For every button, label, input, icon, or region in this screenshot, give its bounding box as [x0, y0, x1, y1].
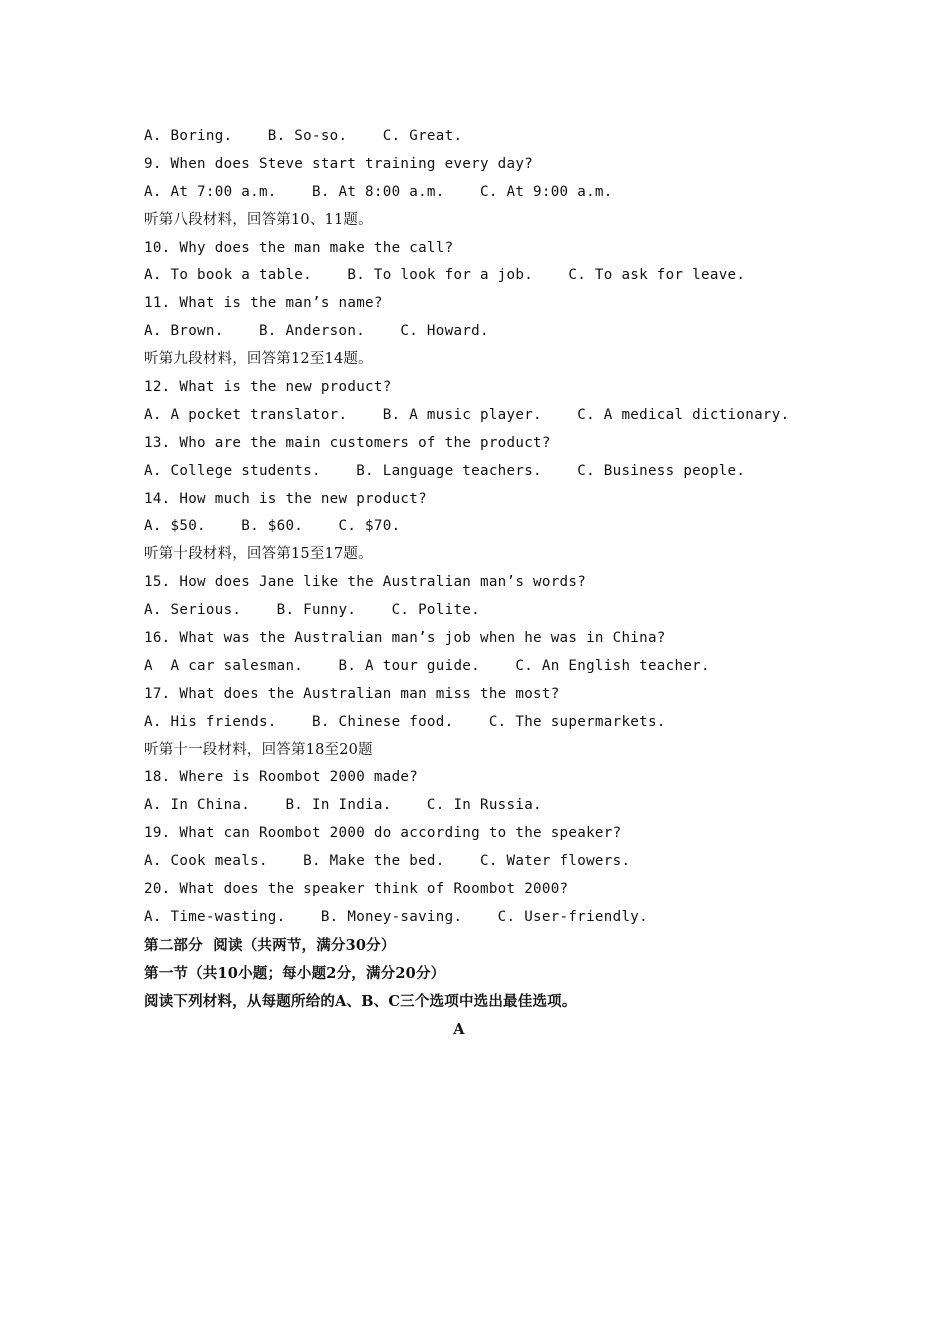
passage-a-label: A	[453, 1020, 465, 1038]
q12-question: 12. What is the new product?	[144, 379, 392, 396]
q9-question: 9. When does Steve start training every day?	[144, 155, 534, 172]
q15-question: 15. How does Jane like the Australian man’s words?	[144, 574, 587, 591]
q10-options: A. To book a table. B. To look for a job. C. To ask for leave.	[144, 267, 746, 284]
q17-question: 17. What does the Australian man miss the most?	[144, 685, 560, 702]
q18-options: A. In China. B. In India. C. In Russia.	[144, 797, 542, 814]
q14-question: 14. How much is the new product?	[144, 490, 427, 507]
q20-options: A. Time-wasting. B. Money-saving. C. User-friendly.	[144, 908, 648, 925]
q16-options: A A car salesman. B. A tour guide. C. An English teacher.	[144, 657, 710, 674]
section-8-instruction: 听第八段材料，回答第10、11题。	[144, 211, 373, 228]
q18-question: 18. Where is Roombot 2000 made?	[144, 769, 419, 786]
q12-options: A. A pocket translator. B. A music player. C. A medical dictionary.	[144, 406, 790, 423]
q13-question: 13. Who are the main customers of the product?	[144, 434, 551, 451]
q11-question: 11. What is the man’s name?	[144, 295, 383, 312]
part-two-heading: 第二部分 阅读（共两节，满分30分）	[144, 936, 396, 954]
q19-options: A. Cook meals. B. Make the bed. C. Water flowers.	[144, 853, 631, 870]
section-one-heading: 第一节（共10小题；每小题2分，满分20分）	[144, 964, 446, 982]
q17-options: A. His friends. B. Chinese food. C. The supermarkets.	[144, 713, 666, 730]
q20-question: 20. What does the speaker think of Roombot 2000?	[144, 881, 569, 898]
q14-options: A. $50. B. $60. C. $70.	[144, 518, 401, 535]
q8-options: A. Boring. B. So-so. C. Great.	[144, 128, 463, 144]
q9-options: A. At 7:00 a.m. B. At 8:00 a.m. C. At 9:00 a.m.	[144, 183, 613, 200]
q15-options: A. Serious. B. Funny. C. Polite.	[144, 602, 480, 619]
q10-question: 10. Why does the man make the call?	[144, 239, 454, 256]
section-11-instruction: 听第十一段材料，回答第18至20题	[144, 741, 373, 758]
q16-question: 16. What was the Australian man’s job when he was in China?	[144, 630, 666, 647]
q11-options: A. Brown. B. Anderson. C. Howard.	[144, 323, 489, 340]
section-10-instruction: 听第十段材料，回答第15至17题。	[144, 546, 373, 563]
q13-options: A. College students. B. Language teachers. C. Business people.	[144, 462, 746, 479]
reading-instruction: 阅读下列材料，从每题所给的A、B、C三个选项中选出最佳选项。	[144, 992, 577, 1010]
q19-question: 19. What can Roombot 2000 do according to the speaker?	[144, 825, 622, 842]
page-content	[144, 123, 824, 1043]
section-9-instruction: 听第九段材料，回答第12至14题。	[144, 351, 373, 368]
